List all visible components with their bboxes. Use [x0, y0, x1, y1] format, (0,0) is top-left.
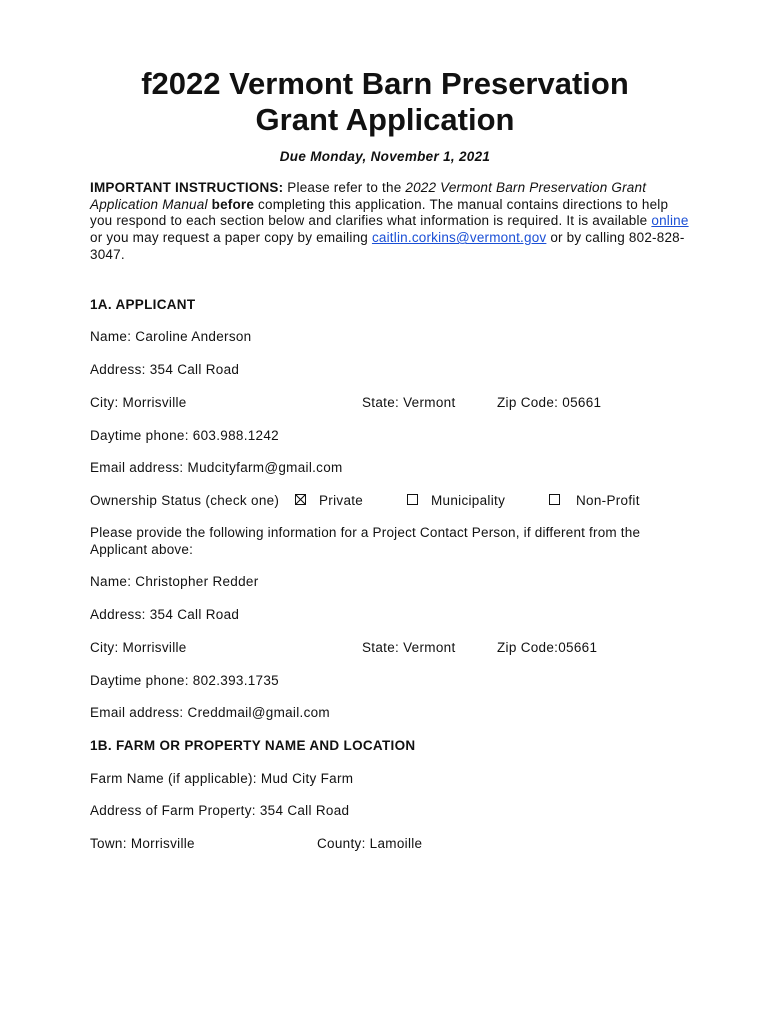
manual-title: 2022 Vermont Barn Preservation Grant Application Manual — [90, 180, 647, 212]
contact-zip: Zip Code:05661 — [497, 640, 598, 655]
applicant-address: Address: 354 Call Road — [90, 362, 240, 377]
farm-address: Address of Farm Property: 354 Call Road — [90, 803, 350, 818]
instructions-text-1: Please refer to the — [283, 180, 406, 195]
form-title-line1: f2022 Vermont Barn Preservation — [141, 66, 629, 101]
applicant-email: Email address: Mudcityfarm@gmail.com — [90, 460, 343, 475]
non-profit-checkbox[interactable] — [549, 494, 560, 505]
instructions-paragraph — [90, 180, 690, 264]
instructions-label: IMPORTANT INSTRUCTIONS: — [90, 180, 284, 195]
applicant-heading: 1A. APPLICANT — [90, 297, 196, 312]
before-emphasis: before — [211, 196, 255, 212]
private-label: Private — [319, 493, 364, 508]
contact-name: Name: Christopher Redder — [90, 574, 259, 589]
non-profit-label: Non-Profit — [576, 493, 640, 508]
due-date: Due Monday, November 1, 2021 — [279, 149, 491, 164]
farm-town: Town: Morrisville — [90, 836, 195, 851]
farm-name: Farm Name (if applicable): Mud City Farm — [90, 771, 354, 786]
contact-phone: Daytime phone: 802.393.1735 — [90, 673, 279, 688]
applicant-name: Name: Caroline Anderson — [90, 329, 252, 344]
applicant-zip: Zip Code: 05661 — [497, 395, 602, 410]
contact-email: Email address: Creddmail@gmail.com — [90, 705, 330, 720]
instructions-text-2: completing this application. The manual contains directions to help you respond to each section below and clarifies what information is required. It is available — [90, 196, 669, 229]
instructions-text-4: or by calling 802-828-3047. — [90, 230, 685, 262]
contact-address: Address: 354 Call Road — [90, 607, 240, 622]
checkbox-x-icon — [296, 495, 305, 504]
applicant-city: City: Morrisville — [90, 395, 187, 410]
ownership-label: Ownership Status (check one) — [90, 493, 280, 508]
online-link[interactable]: online — [651, 213, 689, 229]
contact-city: City: Morrisville — [90, 640, 187, 655]
farm-heading: 1B. FARM OR PROPERTY NAME AND LOCATION — [90, 738, 416, 753]
farm-county: County: Lamoille — [317, 836, 423, 851]
applicant-phone: Daytime phone: 603.988.1242 — [90, 428, 279, 443]
contact-intro: Please provide the following information for a Project Contact Person, if different from the Applicant above: — [90, 525, 641, 557]
municipality-label: Municipality — [431, 493, 506, 508]
applicant-state: State: Vermont — [362, 395, 456, 410]
private-checkbox[interactable] — [295, 494, 306, 505]
contact-state: State: Vermont — [362, 640, 456, 655]
email-link[interactable]: caitlin.corkins@vermont.gov — [371, 230, 547, 246]
form-title-line2: Grant Application — [255, 102, 515, 137]
municipality-checkbox[interactable] — [407, 494, 418, 505]
instructions-text-3: or you may request a paper copy by emailing — [90, 230, 372, 246]
